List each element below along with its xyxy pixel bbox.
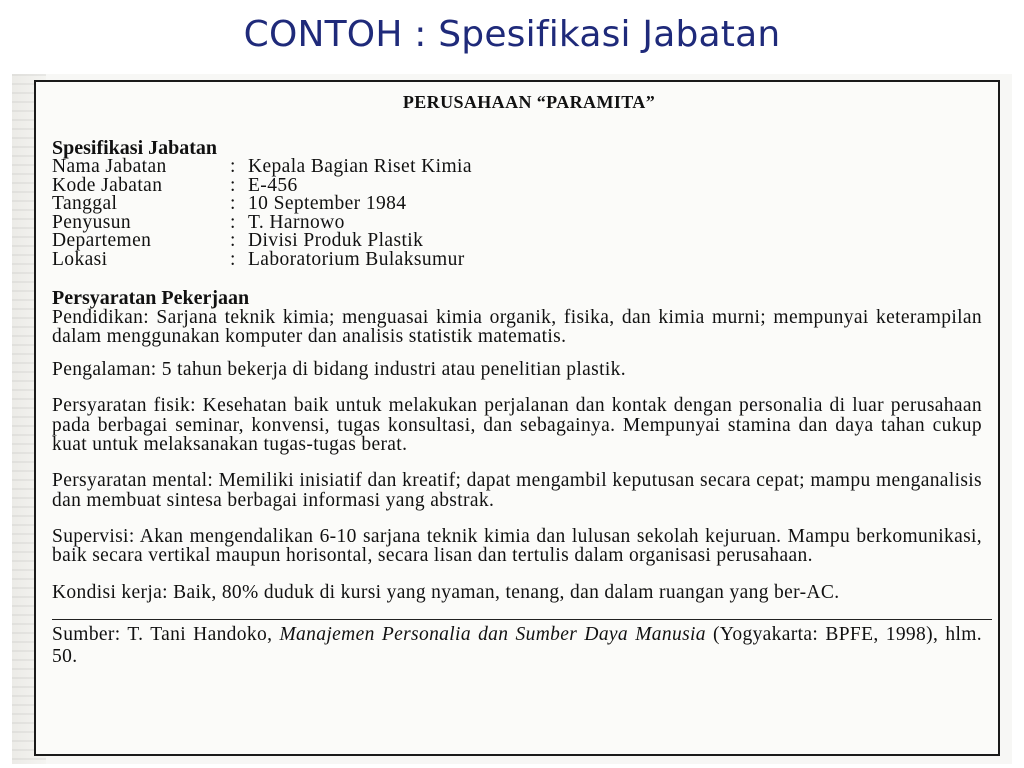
- spec-label: Lokasi: [52, 248, 108, 270]
- spec-value: 10 September 1984: [248, 193, 407, 215]
- company-name: PERUSAHAAN “PARAMITA”: [402, 92, 656, 112]
- spec-row: [52, 174, 982, 196]
- source-prefix: Sumber: T. Tani Handoko,: [52, 623, 280, 645]
- source-book-title: Manajemen Personalia dan Sumber Daya Manusia: [279, 623, 706, 645]
- spec-colon: :: [230, 211, 236, 233]
- document-body: [52, 92, 982, 668]
- spec-label: Departemen: [52, 230, 152, 252]
- source-citation: [52, 624, 982, 668]
- spec-row: [52, 195, 982, 214]
- spec-value: Kepala Bagian Riset Kimia: [248, 156, 472, 177]
- paragraph-persyaratan-mental: Persyaratan mental: Memiliki inisiatif dan kreatif; dapat mengambil keputusan secara cepat; mampu menganalisis dan membuat sintesa berbagai informasi yang abstrak.: [52, 470, 982, 511]
- spec-row: [52, 211, 982, 233]
- document-frame: [34, 80, 1000, 756]
- source-suffix: (Yogyakarta: BPFE, 1998), hlm. 50.: [52, 623, 982, 667]
- paragraph-kondisi-kerja: Kondisi kerja: Baik, 80% duduk di kursi yang nyaman, tenang, dan dalam ruangan yang ber-AC.: [52, 581, 840, 603]
- spec-table: [52, 158, 982, 270]
- spec-label: Kode Jabatan: [52, 174, 163, 196]
- spec-value: T. Harnowo: [248, 211, 345, 233]
- source-divider: [52, 619, 992, 620]
- spec-value: Divisi Produk Plastik: [248, 230, 424, 252]
- spec-colon: :: [230, 156, 236, 177]
- spec-label: Tanggal: [52, 193, 118, 215]
- spec-row: [52, 248, 982, 270]
- spec-label: Nama Jabatan: [52, 156, 167, 177]
- spec-colon: :: [230, 230, 236, 252]
- paragraph-persyaratan-fisik: Persyaratan fisik: Kesehatan baik untuk melakukan perjalanan dan kontak dengan personalia di luar perusahaan pada berbagai seminar, konvensi, tugas konsultasi, dan sebagainya. Mempunyai stamina dan daya tahan cukup kuat untuk melaksanakan tugas-tugas berat.: [52, 395, 982, 456]
- slide-title: CONTOH : Spesifikasi Jabatan: [243, 14, 781, 55]
- spec-colon: :: [230, 174, 236, 196]
- requirements-heading: Persyaratan Pekerjaan: [52, 286, 250, 309]
- spec-value: E-456: [248, 174, 298, 196]
- spec-heading: Spesifikasi Jabatan: [52, 137, 218, 159]
- spec-row: [52, 232, 982, 251]
- paragraph-pengalaman: Pengalaman: 5 tahun bekerja di bidang industri atau penelitian plastik.: [52, 359, 626, 381]
- paragraph-supervisi: Supervisi: Akan mengendalikan 6-10 sarjana teknik kimia dan lulusan sekolah kejuruan. Mampu berkomunikasi, baik secara vertikal maupun horisontal, secara lisan dan tertulis dalam organisasi perusahaan.: [52, 525, 982, 567]
- paragraph-pendidikan: Pendidikan: Sarjana teknik kimia; menguasai kimia organik, fisika, dan kimia murni; mempunyai keterampilan dalam menggunakan komputer dan analisis statistik matematis.: [52, 306, 982, 347]
- spec-label: Penyusun: [52, 211, 132, 233]
- spec-value: Laboratorium Bulaksumur: [248, 248, 465, 270]
- spec-colon: :: [230, 193, 236, 215]
- scanned-document: [12, 74, 1012, 764]
- spec-colon: :: [230, 248, 236, 270]
- spec-row: [52, 158, 982, 177]
